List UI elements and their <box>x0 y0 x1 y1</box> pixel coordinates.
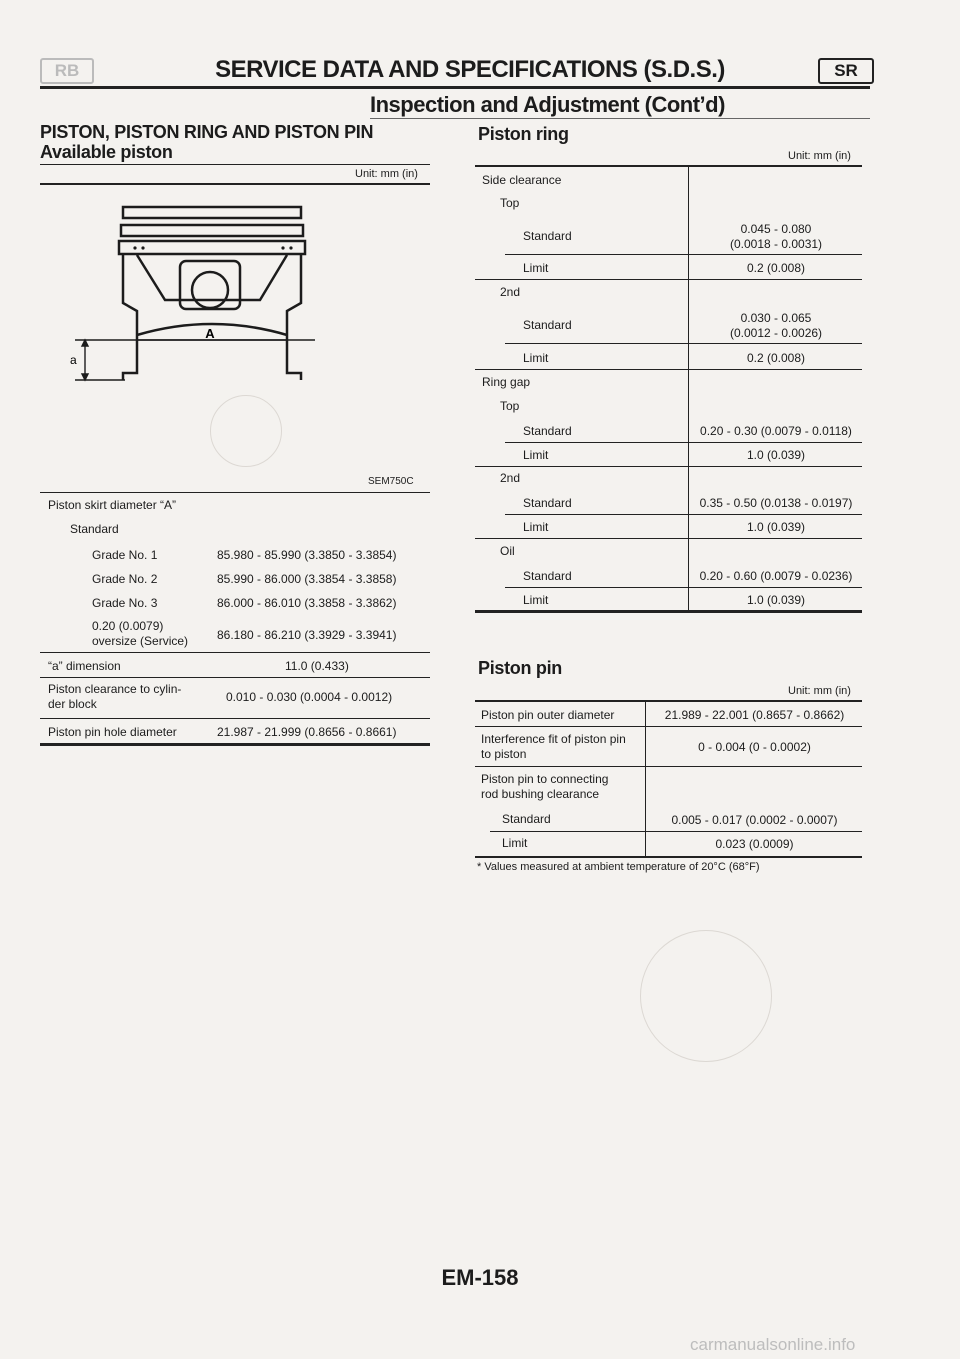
pin-rod-clearance-label-1: Piston pin to connecting <box>481 772 609 786</box>
rule <box>475 466 862 467</box>
pin-limit-value: 0.023 (0.0009) <box>715 837 794 851</box>
rg-oil-limit-value: 1.0 (0.039) <box>746 593 806 607</box>
column-divider <box>688 166 689 612</box>
page-title: SERVICE DATA AND SPECIFICATIONS (S.D.S.) <box>215 56 725 83</box>
unit-label: Unit: mm (in) <box>355 168 418 180</box>
show-through-circle <box>640 930 772 1062</box>
oversize-label-2: oversize (Service) <box>92 634 189 648</box>
section-title-piston-ring: Piston ring <box>478 124 569 144</box>
rule <box>475 369 862 370</box>
sc-2nd-limit-label: Limit <box>523 351 549 365</box>
rule <box>505 587 862 588</box>
header-left-tag: RB <box>40 58 94 84</box>
sc-2nd-standard-value-2: (0.0012 - 0.0026) <box>729 326 823 340</box>
pin-standard-value: 0.005 - 0.017 (0.0002 - 0.0007) <box>671 813 838 827</box>
rule <box>475 279 862 280</box>
rule <box>475 538 862 539</box>
pin-limit-label: Limit <box>502 836 528 850</box>
rule <box>40 677 430 678</box>
pin-footnote: * Values measured at ambient temperature of 20°C (68°F) <box>477 861 760 873</box>
rule <box>475 856 862 858</box>
page-subtitle: Inspection and Adjustment (Cont’d) <box>370 92 725 117</box>
rule <box>475 165 862 167</box>
pin-interference-value: 0 - 0.004 (0 - 0.0002) <box>698 740 811 754</box>
diagram-label-A: A <box>205 326 215 341</box>
grade3-label: Grade No. 3 <box>92 596 158 610</box>
rule <box>475 726 862 727</box>
section-title-piston: PISTON, PISTON RING AND PISTON PIN <box>40 122 374 142</box>
sc-top-limit-label: Limit <box>523 261 549 275</box>
grade2-value: 85.990 - 86.000 (3.3854 - 3.3858) <box>217 572 397 586</box>
pin-hole-label: Piston pin hole diameter <box>48 725 177 739</box>
pin-unit-label: Unit: mm (in) <box>788 685 851 697</box>
sc-top-standard-label: Standard <box>523 229 572 243</box>
sc-2nd-standard-value-1: 0.030 - 0.065 <box>740 311 812 325</box>
a-dimension-label: “a” dimension <box>48 659 121 673</box>
show-through-circle <box>210 395 282 467</box>
sc-top-label: Top <box>500 196 520 210</box>
header-rule <box>40 86 870 89</box>
rg-top-standard-value: 0.20 - 0.30 (0.0079 - 0.0118) <box>700 424 852 438</box>
oversize-value: 86.180 - 86.210 (3.3929 - 3.3941) <box>217 628 397 642</box>
piston-clearance-label-2: der block <box>48 697 97 711</box>
rule <box>40 183 430 185</box>
figure-label: SEM750C <box>368 476 414 487</box>
rule <box>505 343 862 344</box>
rg-2nd-label: 2nd <box>500 471 521 485</box>
oversize-label-1: 0.20 (0.0079) <box>92 619 164 633</box>
sc-top-standard-value-1: 0.045 - 0.080 <box>740 222 812 236</box>
standard-label: Standard <box>70 522 119 536</box>
rule <box>475 766 862 767</box>
a-dimension-value: 11.0 (0.433) <box>285 659 349 673</box>
rule <box>505 514 862 515</box>
rule <box>40 743 430 746</box>
header-right-tag: SR <box>818 58 874 84</box>
rule <box>40 652 430 653</box>
grade3-value: 86.000 - 86.010 (3.3858 - 3.3862) <box>217 596 397 610</box>
rule <box>490 831 862 832</box>
pin-hole-value: 21.987 - 21.999 (0.8656 - 0.8661) <box>217 725 397 739</box>
page-number: EM-158 <box>441 1265 519 1290</box>
rg-top-label: Top <box>500 399 520 413</box>
rule <box>40 164 430 165</box>
skirt-diameter-label: Piston skirt diameter “A” <box>48 498 177 512</box>
rule <box>505 254 862 255</box>
rg-2nd-standard-value: 0.35 - 0.50 (0.0138 - 0.0197) <box>699 496 853 510</box>
pin-interference-label-1: Interference fit of piston pin <box>481 732 626 746</box>
rg-top-limit-value: 1.0 (0.039) <box>746 448 806 462</box>
rg-oil-limit-label: Limit <box>523 593 549 607</box>
piston-clearance-label-1: Piston clearance to cylin- <box>48 682 182 696</box>
pin-outer-label: Piston pin outer diameter <box>481 708 615 722</box>
rg-oil-standard-value: 0.20 - 0.60 (0.0079 - 0.0236) <box>699 569 853 583</box>
rg-top-standard-label: Standard <box>523 424 572 438</box>
pin-standard-label: Standard <box>502 812 551 826</box>
sc-2nd-limit-value: 0.2 (0.008) <box>746 351 806 365</box>
piston-clearance-value: 0.010 - 0.030 (0.0004 - 0.0012) <box>226 690 393 704</box>
rg-oil-standard-label: Standard <box>523 569 572 583</box>
rule <box>40 492 430 493</box>
sc-top-limit-value: 0.2 (0.008) <box>746 261 806 275</box>
side-clearance-label: Side clearance <box>482 173 562 187</box>
rg-2nd-limit-label: Limit <box>523 520 549 534</box>
ring-unit-label: Unit: mm (in) <box>788 150 851 162</box>
header-rule-2 <box>370 118 870 119</box>
diagram-label-a: a <box>70 353 77 367</box>
rule <box>40 718 430 719</box>
sc-2nd-standard-label: Standard <box>523 318 572 332</box>
rule <box>505 442 862 443</box>
rg-2nd-standard-label: Standard <box>523 496 572 510</box>
rule <box>475 700 862 702</box>
rule <box>475 610 862 613</box>
section-title-piston-pin: Piston pin <box>478 658 562 678</box>
grade1-value: 85.980 - 85.990 (3.3850 - 3.3854) <box>217 548 397 562</box>
grade2-label: Grade No. 2 <box>92 572 158 586</box>
pin-interference-label-2: to piston <box>481 747 527 761</box>
rg-2nd-limit-value: 1.0 (0.039) <box>746 520 806 534</box>
sc-top-standard-value-2: (0.0018 - 0.0031) <box>729 237 823 251</box>
grade1-label: Grade No. 1 <box>92 548 158 562</box>
sc-2nd-label: 2nd <box>500 285 521 299</box>
pin-outer-value: 21.989 - 22.001 (0.8657 - 0.8662) <box>664 708 845 722</box>
watermark: carmanualsonline.info <box>690 1335 856 1354</box>
rg-top-limit-label: Limit <box>523 448 549 462</box>
column-divider <box>645 701 646 857</box>
section-title-available-piston: Available piston <box>40 142 173 162</box>
pin-rod-clearance-label-2: rod bushing clearance <box>481 787 600 801</box>
piston-diagram <box>55 195 315 390</box>
rg-oil-label: Oil <box>500 544 515 558</box>
ring-gap-label: Ring gap <box>482 375 531 389</box>
